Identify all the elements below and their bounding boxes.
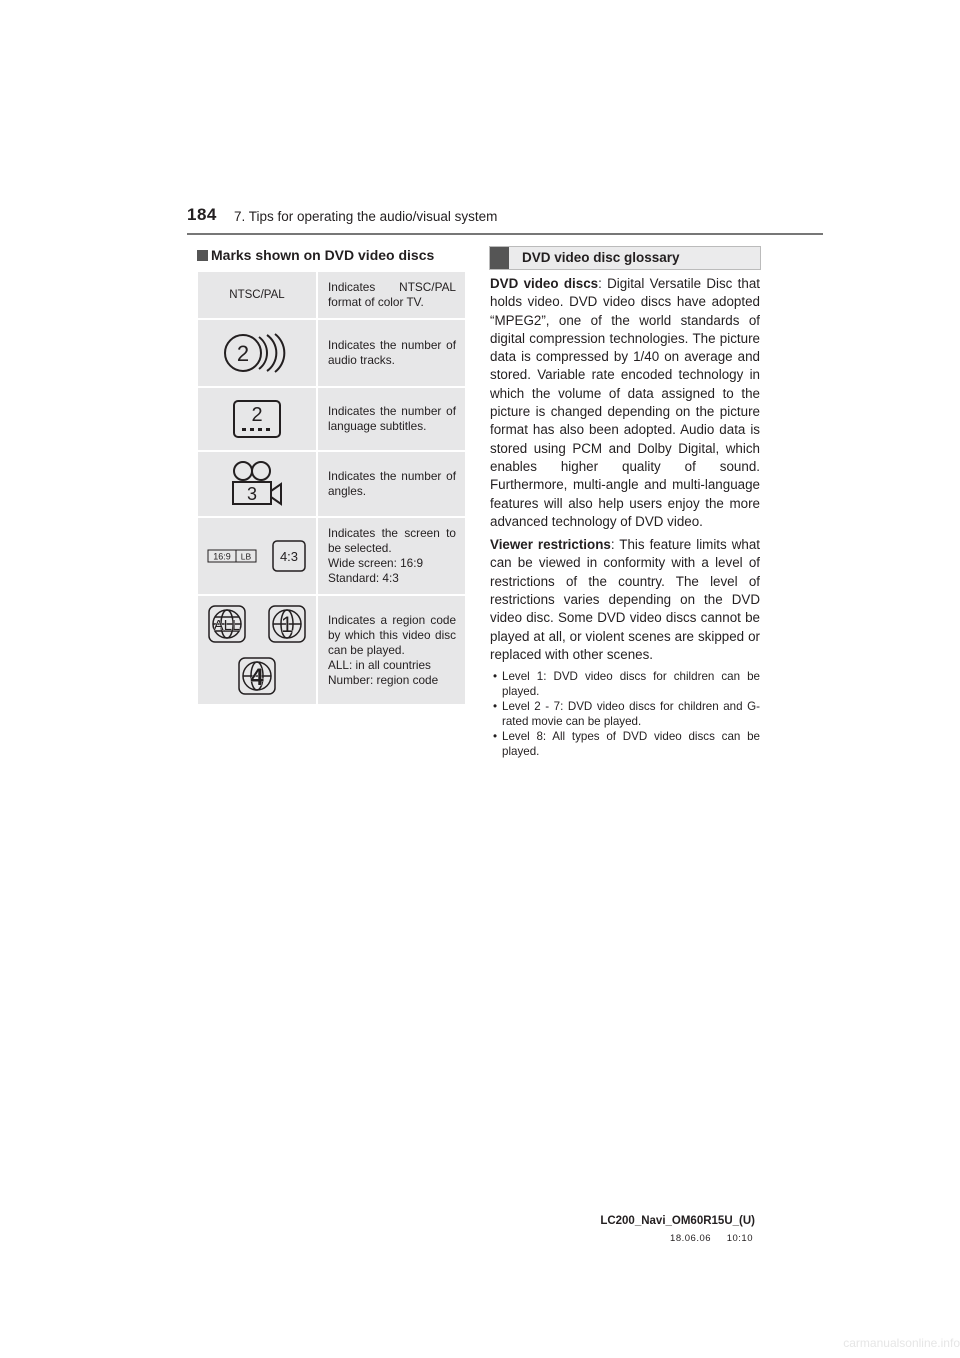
list-item: • Level 1: DVD video discs for children can be played. [490,669,760,699]
glossary-paragraph-dvd: DVD video discs: Digital Versatile Disc that holds video. DVD video discs have adopted “MPEG2”, one of the world standards of digital compression technologies. The picture data is compressed by 1/40 on average and stored. Variable rate encoded technology in which the volume of data assigned to the picture is changed depending on the picture format has also been adopted. Audio data is stored using PCM and Dolby Digital, which enables higher quality of sound. Furthermore, multi-angle and multi-language features will also help users enjoy the more advanced technology of DVD video. [490,276,760,529]
restriction-levels-list [490,669,760,759]
row-description: Indicates the number of audio tracks. [317,319,466,387]
glossary-title: DVD video disc glossary [522,250,680,265]
section-title: 7. Tips for operating the audio/visual system [234,209,498,224]
term-dvd-video-discs: DVD video discs [490,276,599,291]
table-row [197,451,466,517]
screen-format-icons [207,538,307,574]
table-row [197,387,466,451]
region-all-label: ALL [213,617,241,634]
page-number: 184 [187,205,217,224]
widescreen-label: 16:9 [213,551,231,562]
audio-tracks-icon [221,331,293,375]
table-row [197,319,466,387]
angles-camera-icon [229,460,285,508]
region-1-label: 1 [280,612,294,637]
row-description: Indicates the screen to be selected. Wide screen: 16:9 Standard: 4:3 [317,517,466,595]
table-row [197,595,466,705]
row-description: Indicates a region code by which this video disc can be played. ALL: in all countries Number: region code [317,595,466,705]
region-4-label: 4 [250,664,264,691]
region-globe-icons [207,602,307,698]
table-row [197,271,466,319]
timestamp: 18.06.06 10:10 [670,1233,753,1244]
glossary-paragraph-restrictions: Viewer restrictions: This feature limits what can be viewed in conformity with a level of restrictions of the country. The level of restrictions varies depending on the DVD video disc. Some DVD video discs cannot be played at all, or violent scenes are skipped or replaced with other scenes. [490,537,760,662]
watermark: carmanualsonline.info [843,1336,960,1350]
header-rule [187,233,823,235]
list-item: • Level 2 - 7: DVD video discs for children and G-rated movie can be played. [490,699,760,729]
standard-label: 4:3 [279,549,299,564]
document-code: LC200_Navi_OM60R15U_(U) [600,1215,755,1227]
marks-heading: Marks shown on DVD video discs [197,247,434,263]
subtitles-count: 2 [251,404,263,426]
list-item: • Level 8: All types of DVD video discs can be played. [490,729,760,759]
row-description: Indicates NTSC/PAL format of color TV. [317,271,466,319]
square-bullet-icon [197,250,208,261]
row-description: Indicates the number of angles. [317,451,466,517]
title-block-icon [490,247,509,269]
glossary-body [490,275,760,759]
glossary-title-bar [489,246,761,270]
table-row [197,517,466,595]
subtitles-icon [232,399,282,439]
page-header [187,205,823,235]
term-viewer-restrictions: Viewer restrictions [490,537,611,553]
angles-count: 3 [246,484,258,504]
ntsc-pal-label: NTSC/PAL [197,271,317,319]
row-description: Indicates the number of language subtitles. [317,387,466,451]
letterbox-label: LB [240,551,252,562]
marks-table [196,270,467,706]
audio-tracks-count: 2 [236,341,250,366]
